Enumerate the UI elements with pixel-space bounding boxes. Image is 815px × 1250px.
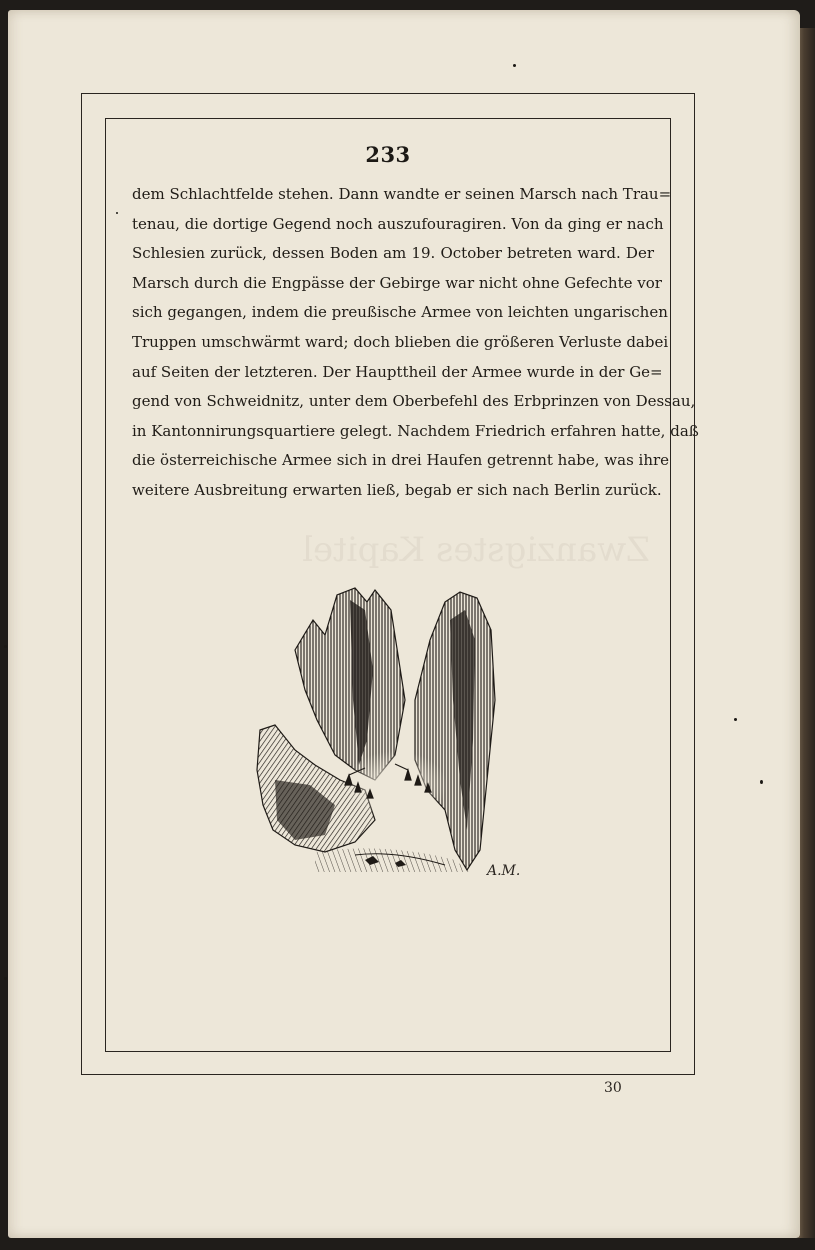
ink-speck: [513, 64, 516, 67]
ink-speck: [760, 780, 763, 784]
text-line: auf Seiten der letzteren. Der Haupttheil der Armee wurde in der Ge=: [132, 362, 663, 381]
text-line: die österreichische Armee sich in drei Haufen getrennt habe, was ihre: [132, 451, 670, 470]
ink-speck: [4, 977, 7, 980]
page-number: 233: [365, 142, 411, 167]
ink-speck: [4, 645, 7, 648]
mountain-pass-engraving: [255, 580, 521, 885]
body-text: [132, 180, 699, 506]
book-page-edge: [798, 28, 815, 1238]
text-line: Marsch durch die Engpässe der Gebirge war nicht ohne Gefechte vor: [132, 273, 662, 292]
show-through-heading: Zwanzigstes Kapitel: [302, 530, 650, 570]
text-line: sich gegangen, indem die preußische Armee von leichten ungarischen: [132, 303, 668, 322]
left-cliff: [295, 588, 405, 780]
text-line: Truppen umschwärmt ward; doch blieben die größeren Verluste dabei: [132, 332, 669, 351]
signature-mark: 30: [604, 1080, 622, 1096]
text-line: dem Schlachtfelde stehen. Dann wandte er seinen Marsch nach Trau=: [132, 185, 672, 203]
text-line: weitere Ausbreitung erwarten ließ, begab er sich nach Berlin zurück.: [132, 480, 662, 499]
artist-monogram: A.M.: [487, 863, 521, 879]
path-ground: [315, 848, 470, 872]
text-line: gend von Schweidnitz, unter dem Oberbefehl des Erbprinzen von Dessau,: [132, 392, 696, 411]
text-line: Schlesien zurück, dessen Boden am 19. October betreten ward. Der: [132, 244, 654, 263]
ink-speck: [734, 718, 737, 721]
ink-speck: [116, 212, 118, 214]
text-line: tenau, die dortige Gegend noch auszufouragiren. Von da ging er nach: [132, 214, 664, 233]
text-line: in Kantonnirungsquartiere gelegt. Nachdem Friedrich erfahren hatte, daß: [132, 421, 699, 440]
